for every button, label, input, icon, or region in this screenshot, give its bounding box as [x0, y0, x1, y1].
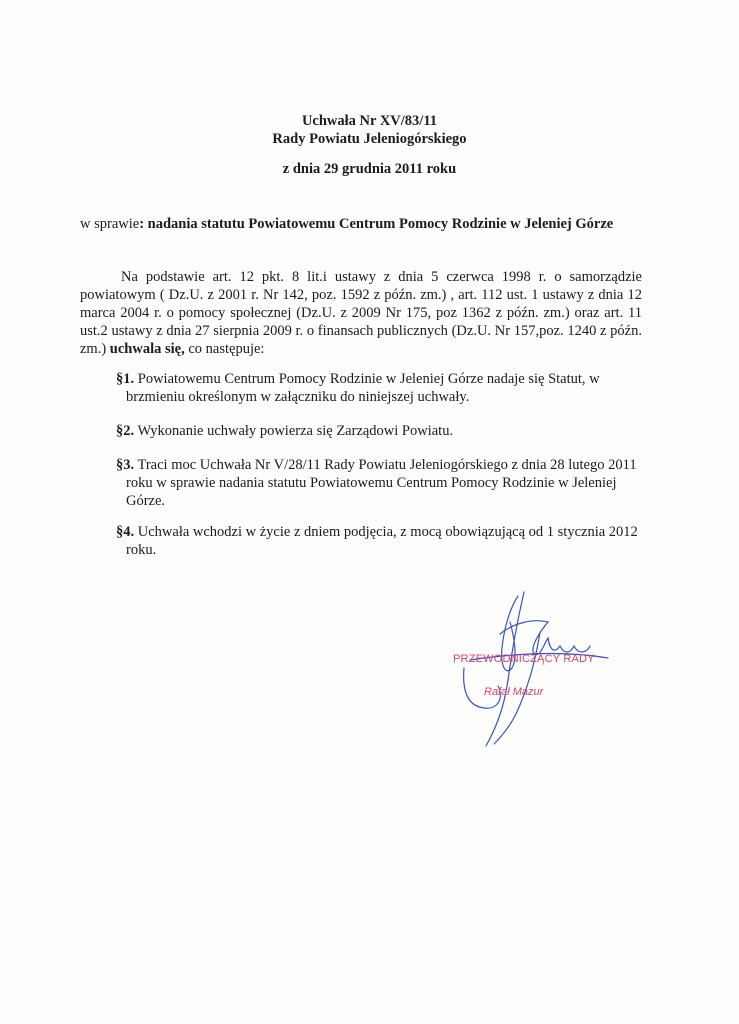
- paragraph-text: Traci moc Uchwała Nr V/28/11 Rady Powiatu Jeleniogórskiego z dnia 28 lutego 2011 roku w sprawie nadania statutu Powiatowemu Centrum Pomocy Rodzinie w Jeleniej Górze.: [126, 457, 637, 509]
- legal-basis-text: Na podstawie art. 12 pkt. 8 lit.i ustawy z dnia 5 czerwca 1998 r. o samorządzie powiatowym ( Dz.U. z 2001 r. Nr 142, poz. 1592 z późn. zm.) , art. 112 ust. 1 ustawy z dnia 12 marca 2004 r. o pomocy społecznej (Dz.U. z 2009 Nr 175, poz 1362 z późn. zm.) oraz art. 11 ust.2 ustawy z dnia 27 sierpnia 2009 r. o finansach publicznych (Dz.U. Nr 157,poz. 1240 z późn. zm.): [80, 269, 642, 357]
- paragraph-number: §3.: [116, 457, 135, 473]
- paragraph-text: Wykonanie uchwały powierza się Zarządowi Powiatu.: [134, 423, 454, 439]
- document-header: [0, 112, 739, 178]
- paragraph-number: §4.: [116, 524, 135, 540]
- paragraph-3: [116, 456, 656, 510]
- subject-prefix: w sprawie: [80, 216, 140, 232]
- paragraph-2: [116, 422, 656, 440]
- council-name: Rady Powiatu Jeleniogórskiego: [272, 131, 467, 147]
- handwritten-signature: [440, 588, 640, 758]
- paragraph-text: Uchwała wchodzi w życie z dniem podjęcia, z mocą obowiązującą od 1 stycznia 2012 roku.: [126, 524, 638, 558]
- paragraph-number: §1.: [116, 371, 135, 387]
- resolves-phrase: uchwala się,: [109, 341, 185, 357]
- paragraph-1: [116, 370, 656, 406]
- paragraph-4: [116, 523, 656, 559]
- resolution-date: z dnia 29 grudnia 2011 roku: [282, 161, 457, 177]
- paragraph-text: Powiatowemu Centrum Pomocy Rodzinie w Jeleniej Górze nadaje się Statut, w brzmieniu określonym w załączniku do niniejszej uchwały.: [126, 371, 600, 405]
- subject-text: : nadania statutu Powiatowemu Centrum Pomocy Rodzinie w Jeleniej Górze: [139, 216, 614, 232]
- intro-tail: co następuje:: [184, 341, 265, 357]
- stamp-title: PRZEWODNICZĄCY RADY: [453, 653, 595, 665]
- stamp-name: Rafał Mazur: [484, 686, 544, 698]
- paragraph-number: §2.: [116, 423, 135, 439]
- subject-line: [80, 216, 700, 233]
- resolution-title: Uchwała Nr XV/83/11: [301, 113, 438, 129]
- legal-basis-paragraph: [80, 268, 642, 358]
